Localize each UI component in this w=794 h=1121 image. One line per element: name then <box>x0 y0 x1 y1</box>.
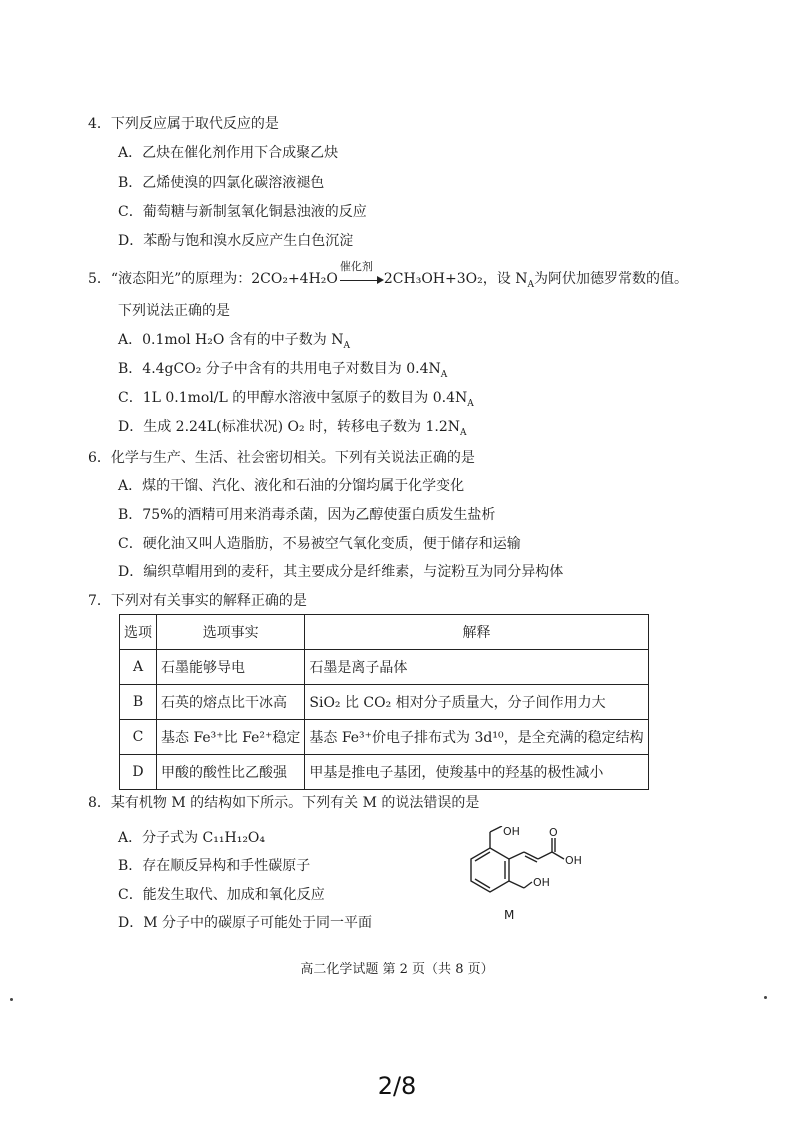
q8-option-c: C．能发生取代、加成和氧化反应 <box>118 887 325 903</box>
table-cell: A <box>120 650 157 685</box>
q4-option-c: C．葡萄糖与新制氢氧化铜悬浊液的反应 <box>118 204 367 220</box>
q7-stem: 7．下列对有关事实的解释正确的是 <box>88 593 307 609</box>
q5-stem-suffix: 为阿伏加德罗常数的值。 <box>533 271 688 287</box>
q5-reaction-right: 2CH₃OH+3O₂，设 N <box>383 271 528 287</box>
q8-option-b: B．存在顺反异构和手性碳原子 <box>118 858 311 874</box>
oh-label: OH <box>565 854 582 867</box>
table-cell: 甲基是推电子基团，使羧基中的羟基的极性减小 <box>305 755 648 790</box>
table-row <box>120 685 649 720</box>
na-subscript: A <box>343 340 350 351</box>
q5-stem-prefix: 5．“液态阳光”的原理为： <box>88 271 252 287</box>
table-header-cell: 选项事实 <box>157 615 305 650</box>
q4-option-b: B．乙烯使溴的四氯化碳溶液褪色 <box>118 175 325 191</box>
q6-stem: 6．化学与生产、生活、社会密切相关。下列有关说法正确的是 <box>88 450 475 466</box>
q8-stem: 8．某有机物 M 的结构如下所示。下列有关 M 的说法错误的是 <box>88 795 480 811</box>
table-header-cell: 选项 <box>120 615 157 650</box>
q6-option-d: D．编织草帽用到的麦秆，其主要成分是纤维素，与淀粉互为同分异构体 <box>118 564 564 580</box>
q5-option-d-text: D．生成 2.24L(标准状况) O₂ 时，转移电子数为 1.2N <box>118 419 461 435</box>
page-footer: 高二化学试题 第 2 页（共 8 页） <box>300 962 494 977</box>
q5-option-c <box>118 389 474 407</box>
oh-label: OH <box>533 876 550 889</box>
table-cell: 石墨是离子晶体 <box>305 650 648 685</box>
table-cell: 基态 Fe³⁺价电子排布式为 3d¹⁰，是全充满的稳定结构 <box>305 720 648 755</box>
scan-speck <box>10 998 13 1001</box>
oxygen-label: O <box>549 826 558 839</box>
table-cell: SiO₂ 比 CO₂ 相对分子质量大，分子间作用力大 <box>305 685 648 720</box>
na-subscript: A <box>467 398 474 409</box>
molecule-label: M <box>504 908 515 922</box>
table-header-cell: 解释 <box>305 615 648 650</box>
q5-option-a-text: A．0.1mol H₂O 含有的中子数为 N <box>118 332 344 348</box>
q6-option-a: A．煤的干馏、汽化、液化和石油的分馏均属于化学变化 <box>118 478 465 494</box>
table-cell: B <box>120 685 157 720</box>
table-cell: 甲酸的酸性比乙酸强 <box>157 755 305 790</box>
q5-stem <box>88 260 688 290</box>
table-cell: 石英的熔点比干冰高 <box>157 685 305 720</box>
q6-option-b: B．75%的酒精可用来消毒杀菌，因为乙醇使蛋白质发生盐析 <box>118 507 496 523</box>
catalyst-label: 催化剂 <box>339 260 373 273</box>
q4-option-a: A．乙炔在催化剂作用下合成聚乙炔 <box>118 145 339 161</box>
q5-option-c-text: C．1L 0.1mol/L 的甲醇水溶液中氢原子的数目为 0.4N <box>118 390 468 406</box>
q5-option-b <box>118 360 447 378</box>
q4-stem: 4．下列反应属于取代反应的是 <box>88 116 279 132</box>
table-cell: C <box>120 720 157 755</box>
q5-substem: 下列说法正确的是 <box>118 303 230 319</box>
q4-option-d: D．苯酚与饱和溴水反应产生白色沉淀 <box>118 233 354 249</box>
na-subscript: A <box>460 427 467 438</box>
table-header-row <box>120 615 649 650</box>
molecule-m-structure <box>452 826 592 912</box>
table-row <box>120 755 649 790</box>
q5-option-b-text: B．4.4gCO₂ 分子中含有的共用电子对数目为 0.4N <box>118 361 441 377</box>
q8-option-a: A．分子式为 C₁₁H₁₂O₄ <box>118 830 266 846</box>
q5-option-a <box>118 331 350 349</box>
table-cell: 基态 Fe³⁺比 Fe²⁺稳定 <box>157 720 305 755</box>
reaction-arrow-icon <box>338 260 384 288</box>
table-cell: D <box>120 755 157 790</box>
page-number: 2/8 <box>377 1072 417 1100</box>
table-cell: 石墨能够导电 <box>157 650 305 685</box>
oh-label: OH <box>503 826 520 838</box>
table-row <box>120 650 649 685</box>
table-row <box>120 720 649 755</box>
q6-option-c: C．硬化油又叫人造脂肪，不易被空气氧化变质，便于储存和运输 <box>118 536 521 552</box>
q8-option-d: D．M 分子中的碳原子可能处于同一平面 <box>118 915 373 931</box>
na-subscript: A <box>440 369 448 380</box>
scan-speck <box>764 996 767 999</box>
q5-reaction-left: 2CO₂+4H₂O <box>251 271 338 287</box>
benzene-ring <box>471 848 509 892</box>
q7-table <box>119 614 649 790</box>
q5-option-d <box>118 418 467 436</box>
na-subscript: A <box>527 279 534 290</box>
